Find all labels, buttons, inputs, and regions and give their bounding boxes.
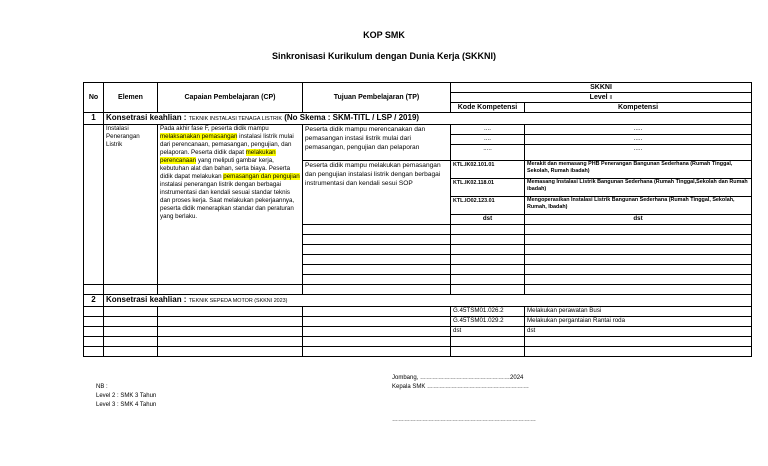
kompetensi-cell: Melakukan perawatan Busi	[525, 307, 752, 317]
footer-kepala: Kepala SMK ……………………………………………	[392, 384, 530, 390]
kode-cell: dst	[451, 215, 525, 225]
header-no: No	[84, 83, 104, 113]
section-row-2	[84, 295, 752, 307]
section-no: 1	[84, 113, 104, 125]
level-label: Level	[589, 93, 608, 101]
header-tp: Tujuan Pembelajaran (TP)	[303, 83, 451, 113]
kode-cell: KTL.IK02.101.01	[451, 161, 525, 179]
section-label: Konsetrasi keahlian :	[106, 113, 187, 122]
kode-cell: dst	[451, 327, 525, 337]
section-title	[104, 295, 752, 307]
tp-cell-1: Peserta didik mampu merencanakan dan pemasangan instasi listrik mulai dari pemasangan, pengujian dan pelaporan	[303, 125, 451, 161]
footer-place-date: Jombang, ………………………………………2024	[392, 375, 524, 381]
tp-cell-2: Peserta didik mampu melakukan pemasangan dan pengujian instalasi listrik dengan berbagai instrumentasi dan kendali sesui SOP	[303, 161, 451, 225]
header-cp: Capaian Pembelajaran (CP)	[158, 83, 303, 113]
kode-cell: .....	[451, 145, 525, 161]
kompetensi-cell: Memasang Instalasi Listrik Bangunan Sederhana (Rumah Tinggal,Sekolah dan Rumah ibadah)	[525, 179, 752, 197]
footer-sign	[392, 374, 529, 392]
cp-cell: Pada akhir fase F, peserta didik mampu melaksanakan pemasangan instalasi listrik mulai dari perencanaan, pemasangan, pengujian, dan pelaporan. Peserta didik dapat melakukan perencanaan yang meliputi gambar kerja, kebutuhan alat dan bahan, serta biaya. Peserta didik dapat melakukan pemasangan dan pengujian instalasi penerangan listrik dengan berbagai instrumentasi dan kendali sesuai standar teknis dan proses kerja. Saat melakukan pekerjaannya, peserta didik menerapkan standar dan peraturan yang berlaku.	[158, 125, 303, 285]
footer-level3: Level 3 : SMK 4 Tahun	[96, 402, 157, 408]
kop-title: KOP SMK	[363, 30, 405, 40]
kode-cell: ....	[451, 135, 525, 145]
header-kompetensi: Kompetensi	[525, 103, 752, 113]
footer-signature-line: ………………………………………………………………	[392, 417, 536, 423]
kompetensi-cell: Melakukan pergantaian Rantai roda	[525, 317, 752, 327]
footer-nb: NB :	[96, 384, 108, 390]
page-title: Sinkronisasi Kurikulum dengan Dunia Kerja (SKKNI)	[271, 51, 497, 61]
section-no: 2	[84, 295, 104, 307]
header-kode: Kode Kompetensi	[451, 103, 525, 113]
footer-notes	[96, 383, 156, 410]
kompetensi-cell: .....	[525, 125, 752, 135]
kompetensi-cell: Merakit dan memasang PHB Penerangan Bangunan Sederhana (Rumah Tinggal, Sekolah, Rumah ibadah)	[525, 161, 752, 179]
section-name: TEKNIK INSTALASI TENAGA LISTRIK	[188, 116, 282, 122]
kode-cell: G.45TSM01.029.2	[451, 317, 525, 327]
header-skkni: SKKNI	[451, 83, 752, 93]
section-title	[104, 113, 752, 125]
kompetensi-cell: dst	[525, 215, 752, 225]
kode-cell: KTL.IK02.118.01	[451, 179, 525, 197]
level-value: II	[609, 94, 613, 101]
skkni-table	[83, 82, 752, 357]
kompetensi-cell: Mengoperasikan Instalasi Listrik Bangunan Sederhana (Rumah Tinggal, Sekolah, Rumah, Ibadah)	[525, 197, 752, 215]
kode-cell: ....	[451, 125, 525, 135]
kode-cell: G.45TSM01.026.2	[451, 307, 525, 317]
kompetensi-cell: dst	[525, 327, 752, 337]
footer-level2: Level 2 : SMK 3 Tahun	[96, 393, 157, 399]
section-skema: (No Skema : SKM-TITL / LSP / 2019)	[284, 113, 420, 122]
header-level	[451, 93, 752, 103]
section-name: TEKNIK SEPEDA MOTOR (SKKNI 2023)	[188, 298, 288, 304]
kode-cell: KTL.IO02.123.01	[451, 197, 525, 215]
header-elemen: Elemen	[104, 83, 158, 113]
kompetensi-cell: .....	[525, 145, 752, 161]
section-label: Konsetrasi keahlian :	[106, 295, 187, 304]
kompetensi-cell: .....	[525, 135, 752, 145]
elemen-cell: Instalasi Penerangan Listrik	[104, 125, 158, 285]
section-row-1	[84, 113, 752, 125]
